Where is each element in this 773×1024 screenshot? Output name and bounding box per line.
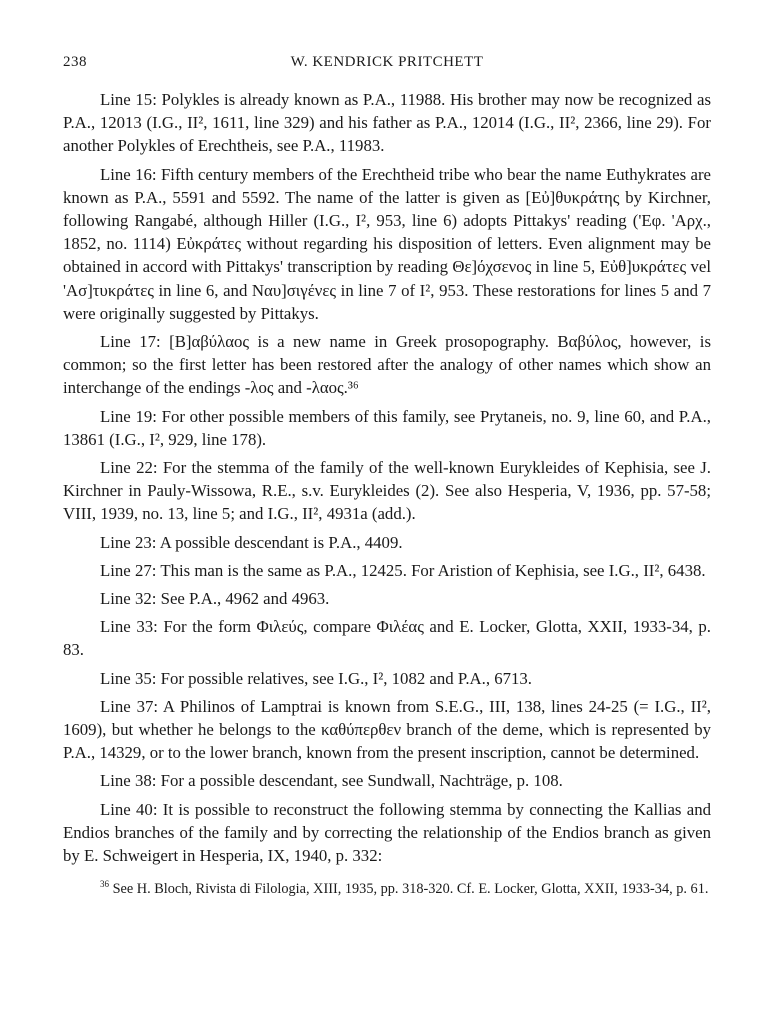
entry-text: For the stemma of the family of the well-known Eurykleides of Kephisia, see J. Kirchner in Pauly-Wissowa, R.E., s.v. Eurykleides (2). See also Hesperia, V, 1936, pp. 57-58; VIII, 1939, no. 13, line 5; and I.G., II², 4931a (add.). [63, 458, 711, 524]
entry-line-37 [63, 695, 711, 765]
footnote-number: 36 [100, 879, 109, 890]
footnote [63, 879, 711, 899]
body-text [63, 88, 711, 867]
entry-label: Line 37: [100, 696, 159, 716]
entry-label: Line 33: [100, 617, 158, 637]
running-head [63, 54, 711, 78]
entry-label: Line 16: [100, 164, 157, 184]
entry-text: This man is the same as P.A., 12425. For Aristion of Kephisia, see I.G., II², 6438. [160, 560, 706, 580]
entry-text: For other possible members of this family, see Prytaneis, no. 9, line 60, and P.A., 13861 (I.G., I², 929, line 178). [63, 406, 711, 449]
entry-text: It is possible to reconstruct the following stemma by connecting the Kallias and Endios branches of the family and by correcting the relationship of the Endios branch as given by E. Schweigert in Hesperia, IX, 1940, p. 332: [63, 799, 711, 866]
entry-label: Line 19: [100, 406, 157, 426]
entry-line-15 [63, 88, 711, 158]
entry-text: Polykles is already known as P.A., 11988. His brother may now be recognized as P.A., 12013 (I.G., II², 1611, line 329) and his father as P.A., 12014 (I.G., II², 2366, line 29). For another Polykles of Erechtheis, see P.A., 11983. [63, 90, 711, 156]
entry-label: Line 22: [100, 458, 158, 478]
entry-text: A Philinos of Lamptrai is known from S.E.G., III, 138, lines 24-25 (= I.G., II², 1609), but whether he belongs to the καθύπερθεν branch of the deme, which is represented by P.A., 14329, or to the lower branch, known from the present inscription, cannot be determined. [63, 696, 711, 763]
entry-label: Line 32: [100, 589, 157, 609]
entry-label: Line 40: [100, 799, 158, 819]
entry-text: For possible relatives, see I.G., I², 1082 and P.A., 6713. [160, 668, 532, 688]
entry-text: For the form Φιλεύς, compare Φιλέας and E. Locker, Glotta, XXII, 1933-34, p. 83. [63, 617, 711, 660]
entry-line-32 [63, 587, 711, 610]
entry-line-35 [63, 667, 711, 690]
entry-text: Fifth century members of the Erechtheid tribe who bear the name Euthykrates are known as P.A., 5591 and 5592. The name of the latter is given as [Εὐ]θυκράτης by Kirchner, following Rangabé, although Hiller (I.G., I², 953, line 6) adopts Pittakys' reading ('Εφ. 'Αρχ., 1852, no. 1114) Εὐκράτες without regarding his disposition of letters. Even alignment may be obtained in accord with Pittakys' transcription by reading Θε]όχσενος in line 5, Εὐθ]υκράτες vel 'Ασ]τυκράτες in line 6, and Ναυ]σιγένες in line 7 of I², 953. These restorations for lines 5 and 7 were originally suggested by Pittakys. [63, 164, 711, 323]
entry-line-23 [63, 531, 711, 554]
entry-label: Line 23: [100, 532, 157, 552]
entry-line-27 [63, 559, 711, 582]
entry-text: A possible descendant is P.A., 4409. [159, 532, 403, 552]
footnote-text: See H. Bloch, Rivista di Filologia, XIII, 1935, pp. 318-320. Cf. E. Locker, Glotta, XXII, 1933-34, p. 61. [112, 881, 709, 898]
entry-text: For a possible descendant, see Sundwall, Nachträge, p. 108. [160, 771, 563, 791]
entry-line-19 [63, 405, 711, 451]
entry-label: Line 15: [100, 90, 157, 109]
entry-line-17 [63, 330, 711, 400]
entry-line-40 [63, 798, 711, 868]
author-header: W. KENDRICK PRITCHETT [290, 54, 484, 70]
entry-line-16 [63, 163, 711, 325]
entry-line-33 [63, 615, 711, 661]
entry-line-22 [63, 456, 711, 526]
entry-text: [Β]αβύλαος is a new name in Greek prosopography. Βαβύλος, however, is common; so the first letter has been restored after the analogy of other names which show an interchange of the endings -λος and -λαος.³⁶ [63, 332, 711, 398]
page-number: 238 [63, 54, 87, 70]
entry-text: See P.A., 4962 and 4963. [160, 589, 330, 609]
page [63, 54, 711, 914]
entry-label: Line 17: [100, 332, 161, 352]
entry-line-38 [63, 769, 711, 792]
entry-label: Line 35: [100, 668, 157, 688]
entry-label: Line 27: [100, 560, 157, 580]
entry-label: Line 38: [100, 771, 157, 791]
